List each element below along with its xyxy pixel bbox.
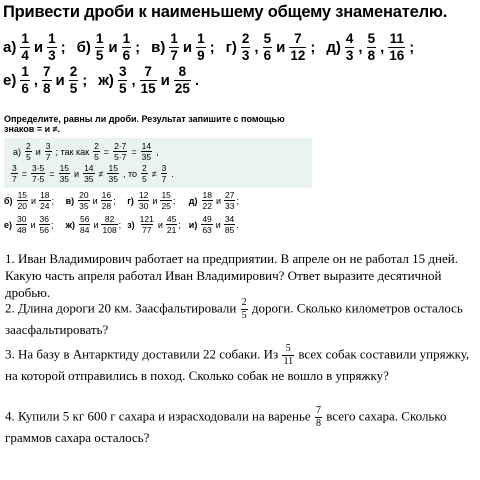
numerator: 1 bbox=[48, 31, 56, 46]
fraction-pair bbox=[189, 191, 251, 211]
exercise-item bbox=[98, 65, 202, 95]
denominator: 16 bbox=[389, 47, 405, 63]
fraction bbox=[140, 65, 157, 95]
fraction-pair bbox=[66, 215, 128, 235]
punctuation: ; bbox=[236, 195, 239, 206]
fraction bbox=[141, 142, 152, 162]
punctuation: ; bbox=[50, 219, 54, 230]
fraction bbox=[20, 32, 30, 62]
numerator: 121 bbox=[139, 213, 154, 224]
word-problem-1 bbox=[5, 250, 475, 301]
word-problem-4 bbox=[5, 406, 475, 446]
fraction bbox=[174, 65, 191, 95]
denominator: 84 bbox=[79, 225, 90, 236]
fraction bbox=[25, 142, 32, 162]
text-fragment: и bbox=[276, 38, 286, 56]
fraction bbox=[224, 191, 235, 211]
denominator: 35 bbox=[84, 174, 94, 185]
numerator: 15 bbox=[161, 189, 171, 200]
text-fragment: . bbox=[194, 71, 200, 89]
denominator: 24 bbox=[40, 201, 50, 212]
text-fragment: , bbox=[254, 38, 259, 56]
denominator: 3 bbox=[345, 47, 354, 63]
instruction-text: Определите, равны ли дроби. Результат запишите с помощью знаков = и ≠. bbox=[4, 114, 285, 135]
numerator: 14 bbox=[84, 162, 94, 173]
item-label: г) bbox=[127, 195, 134, 206]
numerator: 30 bbox=[17, 213, 27, 224]
denominator: 5 bbox=[141, 174, 147, 185]
denominator: 20 bbox=[17, 201, 28, 212]
denominator: 6 bbox=[263, 47, 272, 63]
text-fragment: = bbox=[103, 146, 110, 157]
numerator: 15 bbox=[59, 162, 70, 173]
numerator: 15 bbox=[108, 162, 118, 173]
item-label: б) bbox=[76, 38, 91, 56]
denominator: 5 bbox=[241, 310, 247, 321]
numerator: 1 bbox=[95, 31, 104, 46]
denominator: 33 bbox=[225, 201, 235, 212]
denominator: 48 bbox=[17, 225, 27, 236]
fraction-pair bbox=[250, 215, 312, 235]
fraction-pair bbox=[4, 215, 66, 235]
page-title: Привести дроби к наименьшему общему знаменателю. bbox=[3, 3, 448, 21]
example-line-1 bbox=[10, 142, 306, 162]
text-fragment: ≠ bbox=[98, 168, 104, 179]
fraction bbox=[95, 32, 105, 62]
item-label: ж) bbox=[98, 71, 114, 89]
denominator: 5 bbox=[118, 80, 127, 96]
problem-text: дороги. Сколько километров осталось заасфальтировать? bbox=[5, 300, 463, 337]
numerator: 1 bbox=[197, 31, 205, 46]
fraction-pair bbox=[127, 191, 189, 211]
worked-example bbox=[4, 138, 312, 188]
fraction bbox=[118, 65, 128, 95]
denominator: 12 bbox=[290, 47, 306, 63]
denominator: 35 bbox=[79, 201, 89, 212]
denominator: 11 bbox=[283, 356, 294, 367]
fraction bbox=[138, 191, 149, 211]
item-label: з) bbox=[127, 219, 135, 230]
text-fragment: , то bbox=[122, 168, 137, 179]
denominator: 8 bbox=[315, 418, 321, 429]
problem-text: всех собак составили упряжку, на которой отправились в поход. Сколько собак не вошло в упряжку? bbox=[5, 346, 470, 383]
fraction bbox=[282, 344, 294, 367]
item-label: г) bbox=[225, 38, 237, 56]
fraction bbox=[161, 164, 168, 184]
numerator: 2 bbox=[141, 162, 147, 173]
exercise-item bbox=[3, 32, 69, 62]
equality-exercise-section bbox=[4, 114, 312, 235]
fraction bbox=[139, 215, 155, 235]
and-word: и bbox=[152, 195, 158, 206]
text-fragment: и bbox=[33, 38, 44, 56]
and-word: и bbox=[157, 219, 163, 230]
fraction bbox=[69, 65, 79, 95]
numerator: 82 bbox=[104, 213, 115, 224]
denominator: 3 bbox=[48, 47, 56, 63]
denominator: 35 bbox=[59, 174, 70, 185]
fraction bbox=[11, 164, 18, 184]
numerator: 2·7 bbox=[114, 140, 127, 151]
text-fragment: ; bbox=[209, 38, 215, 56]
text-fragment: , bbox=[358, 38, 363, 56]
numerator: 3·5 bbox=[32, 162, 45, 173]
numerator: 3 bbox=[12, 162, 17, 173]
fraction bbox=[241, 32, 251, 62]
denominator: 3 bbox=[241, 47, 250, 63]
numerator: 4 bbox=[345, 31, 354, 46]
fraction bbox=[224, 215, 235, 235]
punctuation: ; bbox=[172, 195, 176, 206]
text-fragment: . bbox=[171, 168, 174, 179]
fraction bbox=[31, 164, 45, 184]
text-fragment: и bbox=[108, 38, 118, 56]
numerator: 5 bbox=[367, 31, 376, 46]
fraction-pair bbox=[189, 215, 251, 235]
punctuation: ; bbox=[178, 219, 181, 230]
denominator: 21 bbox=[166, 225, 177, 236]
numerator: 1 bbox=[21, 64, 29, 79]
numerator: 7 bbox=[144, 64, 152, 79]
fraction bbox=[45, 142, 52, 162]
denominator: 25 bbox=[174, 80, 190, 96]
denominator: 6 bbox=[21, 80, 29, 96]
denominator: 15 bbox=[140, 80, 156, 96]
fraction bbox=[263, 32, 273, 62]
fraction bbox=[83, 164, 94, 184]
numerator: 8 bbox=[178, 64, 187, 79]
numerator: 7 bbox=[315, 405, 321, 416]
fraction bbox=[17, 191, 28, 211]
exercise-item bbox=[326, 32, 417, 62]
numerator: 1 bbox=[122, 31, 131, 46]
numerator: 49 bbox=[202, 213, 212, 224]
fraction bbox=[113, 142, 127, 162]
denominator: 7 bbox=[12, 174, 17, 185]
text-fragment: ; так как bbox=[55, 146, 90, 157]
item-label: а) bbox=[3, 38, 17, 56]
and-word: и bbox=[30, 219, 36, 230]
punctuation: ; bbox=[51, 195, 55, 206]
exercise-item bbox=[77, 32, 144, 62]
denominator: 30 bbox=[138, 201, 149, 212]
text-fragment: , bbox=[156, 146, 159, 157]
problem-text: 2. Длина дороги 20 км. Заасфальтировали bbox=[5, 300, 240, 316]
denominator: 56 bbox=[39, 225, 49, 236]
denominator: 7·5 bbox=[32, 174, 45, 185]
numerator: 2 bbox=[241, 31, 250, 46]
and-word: и bbox=[93, 219, 99, 230]
numerator: 2 bbox=[241, 297, 247, 308]
numerator: 1 bbox=[170, 31, 178, 46]
numerator: 3 bbox=[118, 64, 127, 79]
and-word: и bbox=[215, 195, 222, 206]
text-fragment: и bbox=[160, 71, 170, 89]
and-word: и bbox=[31, 195, 37, 206]
text-fragment: и bbox=[74, 168, 80, 179]
fraction bbox=[39, 215, 50, 235]
fraction bbox=[160, 191, 171, 211]
text-fragment: ; bbox=[409, 38, 415, 56]
fraction-pair bbox=[250, 191, 312, 211]
denominator: 8 bbox=[43, 80, 51, 96]
item-label: е) bbox=[3, 71, 17, 89]
punctuation: ; bbox=[118, 219, 122, 230]
denominator: 5·7 bbox=[114, 152, 127, 163]
numerator: 5 bbox=[285, 343, 291, 354]
fraction bbox=[101, 215, 117, 235]
fraction bbox=[141, 164, 148, 184]
fraction bbox=[169, 32, 179, 62]
denominator: 5 bbox=[94, 152, 99, 163]
fraction bbox=[345, 32, 355, 62]
problem-text: 1. Иван Владимирович работает на предприятии. В апреле он не работал 15 дней. Какую часть апреля работал Иван Владимирович? Ответ выразите десятичной дробью. bbox=[5, 251, 458, 300]
numerator: 3 bbox=[161, 162, 167, 173]
example-line-2 bbox=[10, 164, 306, 184]
punctuation: . bbox=[236, 219, 239, 230]
problem-text: всего сахара. Сколько граммов сахара осталось? bbox=[5, 408, 447, 445]
denominator: 5 bbox=[69, 80, 78, 96]
numerator: 2 bbox=[94, 140, 99, 151]
denominator: 7 bbox=[45, 152, 51, 163]
fraction bbox=[241, 298, 248, 321]
denominator: 5 bbox=[95, 47, 104, 63]
text-fragment: = bbox=[49, 168, 55, 179]
denominator: 8 bbox=[367, 47, 376, 63]
numerator: 2 bbox=[26, 140, 31, 151]
denominator: 7 bbox=[161, 174, 167, 185]
fraction bbox=[315, 406, 322, 429]
exercise-item bbox=[3, 65, 90, 95]
numerator: 14 bbox=[141, 140, 152, 151]
fraction bbox=[47, 32, 57, 62]
fraction bbox=[367, 32, 377, 62]
fraction bbox=[93, 142, 100, 162]
denominator: 108 bbox=[102, 225, 117, 236]
numerator: 16 bbox=[101, 189, 112, 200]
fraction bbox=[196, 32, 206, 62]
denominator: 5 bbox=[26, 152, 31, 163]
numerator: 34 bbox=[224, 213, 235, 224]
and-word: и bbox=[215, 219, 221, 230]
fraction-pair bbox=[4, 191, 66, 211]
and-word: и bbox=[92, 195, 98, 206]
fraction bbox=[79, 215, 90, 235]
denominator: 85 bbox=[224, 225, 235, 236]
word-problem-3 bbox=[5, 344, 475, 384]
fraction bbox=[78, 191, 89, 211]
text-fragment: , bbox=[33, 71, 39, 89]
item-label: д) bbox=[188, 195, 198, 206]
problem-text: 3. На базу в Антарктиду доставили 22 собаки. Из bbox=[5, 346, 282, 362]
denominator: 9 bbox=[197, 47, 205, 63]
fraction bbox=[20, 65, 30, 95]
numerator: 1 bbox=[21, 31, 29, 46]
denominator: 35 bbox=[108, 174, 118, 185]
word-problem-2 bbox=[5, 298, 475, 338]
text-fragment: , bbox=[380, 38, 385, 56]
item-label: б) bbox=[4, 195, 13, 206]
text-fragment: , bbox=[131, 71, 136, 89]
fraction bbox=[202, 191, 213, 211]
numerator: 3 bbox=[45, 140, 51, 151]
denominator: 35 bbox=[141, 152, 152, 163]
text-fragment: ; bbox=[82, 71, 88, 89]
text-fragment: = bbox=[131, 146, 137, 157]
denominator: 22 bbox=[202, 201, 212, 212]
text-fragment: ; bbox=[310, 38, 316, 56]
numerator: 7 bbox=[43, 64, 51, 79]
fraction bbox=[201, 215, 212, 235]
numerator: 7 bbox=[294, 31, 302, 46]
fraction-pairs-grid bbox=[4, 191, 312, 235]
text-fragment: = bbox=[21, 168, 27, 179]
item-label: в) bbox=[151, 38, 166, 56]
exercise-row-1 bbox=[3, 32, 479, 62]
exercise-item bbox=[226, 32, 319, 62]
exercise-row-2 bbox=[3, 65, 479, 95]
numerator: 5 bbox=[263, 31, 272, 46]
fraction bbox=[39, 191, 50, 211]
fraction bbox=[122, 32, 132, 62]
fraction bbox=[388, 32, 405, 62]
exercise-item bbox=[151, 32, 217, 62]
numerator: 27 bbox=[225, 189, 235, 200]
fraction bbox=[16, 215, 27, 235]
item-label: е) bbox=[4, 219, 13, 230]
denominator: 4 bbox=[21, 47, 29, 63]
fraction-pair bbox=[127, 215, 189, 235]
text-fragment: ≠ bbox=[151, 168, 157, 179]
numerator: 20 bbox=[79, 189, 89, 200]
numerator: 2 bbox=[69, 64, 78, 79]
denominator: 63 bbox=[202, 225, 212, 236]
text-fragment: и bbox=[55, 71, 65, 89]
fractions-exercise-section bbox=[3, 0, 479, 95]
denominator: 6 bbox=[122, 47, 131, 63]
fraction bbox=[59, 164, 70, 184]
numerator: 11 bbox=[389, 31, 404, 46]
item-label: в) bbox=[65, 195, 75, 206]
text-fragment: и bbox=[182, 38, 193, 56]
numerator: 36 bbox=[39, 213, 49, 224]
item-label: ж) bbox=[65, 219, 75, 230]
item-label: д) bbox=[326, 38, 341, 56]
text-fragment: и bbox=[35, 146, 41, 157]
fraction-pair bbox=[66, 191, 128, 211]
item-label: и) bbox=[188, 219, 198, 230]
numerator: 18 bbox=[40, 189, 50, 200]
fraction bbox=[101, 191, 112, 211]
denominator: 28 bbox=[101, 201, 112, 212]
fraction bbox=[289, 32, 306, 62]
numerator: 12 bbox=[138, 189, 149, 200]
text-fragment: а) bbox=[13, 146, 22, 157]
punctuation: ; bbox=[113, 195, 116, 206]
numerator: 15 bbox=[17, 189, 28, 200]
denominator: 77 bbox=[142, 225, 152, 236]
numerator: 56 bbox=[79, 213, 90, 224]
fraction bbox=[42, 65, 52, 95]
text-fragment: ; bbox=[135, 38, 141, 56]
fraction bbox=[166, 215, 177, 235]
numerator: 45 bbox=[166, 213, 177, 224]
numerator: 18 bbox=[202, 189, 212, 200]
fraction bbox=[107, 164, 118, 184]
denominator: 7 bbox=[170, 47, 178, 63]
problem-text: 4. Купили 5 кг 600 г сахара и израсходовали на варенье bbox=[5, 408, 314, 424]
denominator: 25 bbox=[161, 201, 171, 212]
text-fragment: ; bbox=[60, 38, 66, 56]
